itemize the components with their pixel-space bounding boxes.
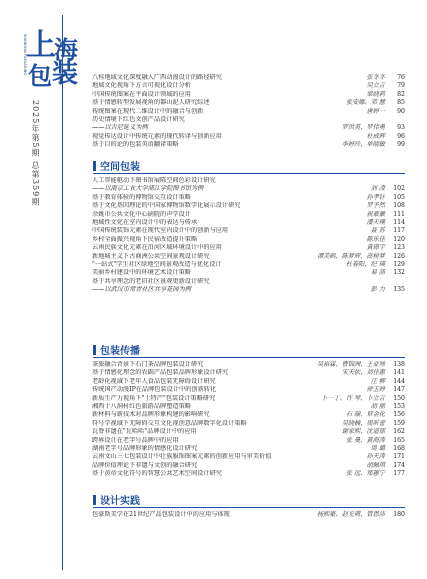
article-authors: 李婷玲、单晴敏 [341, 141, 385, 149]
page-number: 144 [393, 377, 405, 385]
article-list [92, 511, 405, 519]
article-title: 地域性文化在室内设计中的表达与传承 [92, 218, 198, 226]
page-number: 132 [393, 269, 405, 277]
article-title: "一站式"学生社区绿地空间景观改造与优化设计 [92, 260, 222, 268]
page-number: 111 [393, 210, 405, 218]
toc-entry[interactable] [92, 269, 405, 277]
article-list [92, 177, 405, 294]
article-title: ——以吉尼延义为例 [92, 124, 148, 132]
divider-line [62, 15, 63, 570]
page-number: 174 [393, 461, 405, 469]
toc-entry[interactable] [92, 420, 405, 428]
article-title: 余姚市公共文化中心剧院的声学设计 [92, 210, 191, 218]
toc-entry[interactable] [92, 133, 405, 141]
toc-entry[interactable] [92, 211, 405, 219]
logo-char-bao: 包 [28, 62, 52, 90]
toc-entry[interactable] [92, 141, 405, 149]
article-authors: 易 浦 [370, 269, 385, 277]
page-number: 108 [393, 202, 405, 210]
page-number: 96 [397, 132, 405, 140]
article-title: 基于目的论的包装英语翻译策略 [92, 141, 179, 149]
article-title: 新材料与新技术对品牌形象构建的影响研究 [92, 411, 210, 419]
article-title: 包豪斯美学在21世纪产品包装设计中的应用与体现 [92, 511, 230, 518]
article-authors: 胡佩琪 [366, 461, 385, 469]
article-title: ——以武汉市常青社区共享花园为例 [92, 286, 191, 294]
article-title: 地域文化视角下方言可视化设计分析 [92, 82, 191, 90]
article-authors: 唐婷一 [366, 107, 385, 115]
logo-char-shang: 上 [26, 28, 56, 63]
article-title: 湖南老字号品牌形象的情感化设计研究 [92, 444, 198, 452]
page-number: 177 [393, 470, 405, 478]
article-title: 茶旅融合背景下石门茶品牌包装设计研究 [92, 361, 204, 368]
article-title: 基于黄帝文化符号的智慧公共艺术空间设计研究 [92, 470, 222, 478]
logo-english: SHANGHAI PACKAGING [23, 34, 27, 76]
article-authors: 吴裕霖、曹锦洲、王亚帅 [316, 361, 385, 368]
article-title: 云南文山三七包装设计中壮族服饰图案元素的创新应用与审美价值 [92, 453, 272, 461]
article-title: 跨界设计在老字号品牌中的应用 [92, 436, 179, 444]
toc-entry[interactable] [92, 286, 405, 294]
toc-entry[interactable] [92, 194, 405, 202]
article-authors: 祝豪徽 [366, 210, 385, 218]
article-authors: 石 瑞、覃金化 [345, 411, 385, 419]
article-authors: 胡 丽 [370, 402, 385, 410]
page-number: 85 [397, 99, 405, 107]
article-authors: 潘天瑾 [366, 218, 385, 226]
article-title: 基于文化基因理论的中国家博物馆数字化展示设计研究 [92, 202, 241, 210]
toc-entry[interactable] [92, 453, 405, 461]
toc-entry[interactable] [92, 227, 405, 235]
article-title: 人工智能驱动下图书馆展陈空间色彩设计研究 [92, 177, 216, 184]
toc-entry[interactable] [92, 511, 405, 519]
article-title: 乡村全面振兴视角下民宿改造提升策略 [92, 235, 198, 243]
toc-entry[interactable] [92, 470, 405, 478]
toc-entry[interactable] [92, 261, 405, 269]
page-number: 171 [393, 453, 405, 461]
toc-entry[interactable] [92, 253, 405, 261]
toc-entry[interactable] [92, 445, 405, 453]
article-authors: 杨熙豪、赵光萌、管恩沛 [316, 511, 385, 518]
article-authors: 张冬冬 [366, 74, 385, 81]
article-authors: 罗予然 [366, 202, 385, 210]
article-authors: 张 曼、黄海涛 [345, 436, 385, 444]
article-title: 传统图案在现代二维设计中的融合与创新 [92, 107, 204, 115]
article-title: 传统国产动漫IP在品牌包装设计中的创新转化 [92, 386, 217, 394]
article-title: 中国传统图案在平面设计领域的应用 [92, 90, 191, 98]
page-number: 82 [397, 90, 405, 98]
toc-entry[interactable] [92, 378, 405, 386]
article-title: 基于情感化理念的农副产品包装品牌形象设计研究 [92, 369, 229, 377]
page-number: 162 [393, 428, 405, 436]
article-title: 瓦脊非遗在"瓦哈哈"品牌设计中的应用 [92, 428, 197, 436]
section-heading: 空间包装 [93, 158, 140, 173]
magazine-logo [14, 28, 79, 90]
article-title: 符号学视域下无障碍交互文化视创意品牌数字化设计策略 [92, 419, 247, 427]
toc-entry[interactable] [92, 185, 405, 193]
toc-entry[interactable] [92, 82, 405, 90]
page-number: 141 [393, 369, 405, 377]
page-number: 105 [393, 193, 405, 201]
article-title: ——以南京工业大学浦江学院图书馆为例 [92, 185, 204, 193]
article-title: 云南民族文化元素在沿河区域环境设计中的应用 [92, 244, 222, 252]
page-number: 129 [393, 260, 405, 268]
toc-entry[interactable] [92, 386, 405, 394]
article-authors: 陈乐佳 [366, 235, 385, 243]
page-number: 138 [393, 361, 405, 368]
toc-entry[interactable] [92, 244, 405, 252]
toc-entry[interactable] [92, 395, 405, 403]
page-number: 102 [393, 185, 405, 193]
logo-char-zhuang: 装 [52, 59, 79, 89]
page-number: 159 [393, 419, 405, 427]
article-authors: 黄璟宇 [366, 244, 385, 252]
article-authors: 刘 凌 [370, 185, 385, 193]
article-title: 视觉传达设计中传统元素的现代转译与创新应用 [92, 132, 222, 140]
page-number: 168 [393, 444, 405, 452]
article-authors: 聂 苏 [370, 227, 385, 235]
article-authors: 罗洪英、罗伟勇 [341, 124, 385, 132]
article-title: 新地城主义下古商洲公共空间景观设计研究 [92, 252, 210, 260]
toc-entry[interactable] [92, 124, 405, 132]
article-title: 八桂地域文化深度融入广西动漫设计的路径研究 [92, 74, 222, 81]
toc-entry[interactable] [92, 219, 405, 227]
article-authors: 徐玉婷 [366, 386, 385, 394]
article-title: 新质生产力视角下"土特产"包装设计策略研究 [92, 394, 216, 402]
article-title: 湘西十八洞村红色旅游品牌塑造策略 [92, 402, 191, 410]
article-title: 基于情感转型发展视角的器山泥人研究综述 [92, 99, 210, 107]
article-title: 基于教育体验的博物馆交互设计策略 [92, 193, 191, 201]
article-authors: 杜成辉 [366, 132, 385, 140]
toc-entry[interactable] [92, 236, 405, 244]
article-title: 美丽乡村建设中的环境艺术设计策略 [92, 269, 191, 277]
section-heading: 包装传播 [93, 342, 140, 357]
article-title: 历史情境下红色文创产品设计研究 [92, 115, 185, 123]
issue-number: 2025年第5期 总第359期 [31, 100, 40, 207]
page-number: 165 [393, 436, 405, 444]
logo-char-hai: 海 [54, 36, 78, 64]
article-list [92, 361, 405, 478]
article-authors: 张 远、郑蕙宁 [345, 470, 385, 478]
article-authors: 孙孝针 [366, 193, 385, 201]
article-authors: 周 璐 [370, 444, 385, 452]
page-number: 126 [393, 252, 405, 260]
page-number: 120 [393, 235, 405, 243]
toc-entry[interactable] [92, 108, 405, 116]
article-authors: 梁晓莉 [366, 90, 385, 98]
page-number: 99 [397, 141, 405, 149]
article-title: 老龄化视域下老年人食品包装无障碍设计研究 [92, 377, 216, 385]
page-number: 114 [393, 218, 405, 226]
page-number: 117 [393, 227, 405, 235]
section-rule [93, 357, 405, 358]
article-authors: 卜一丁、许 琴、卜立言 [321, 394, 385, 402]
article-authors: 吴立言 [366, 82, 385, 90]
toc-entry[interactable] [92, 91, 405, 99]
page-number: 79 [397, 82, 405, 90]
article-authors: 谢家熙、沈道郁 [341, 428, 385, 436]
article-list [92, 74, 405, 150]
page-number: 153 [393, 402, 405, 410]
article-title: 中国传统装饰元素在现代室内设计中的创新与应用 [92, 227, 229, 235]
toc-entry[interactable] [92, 462, 405, 470]
toc-entry[interactable] [92, 437, 405, 445]
page-number: 93 [397, 124, 405, 132]
article-authors: 宋天依、刘佳惠 [341, 369, 385, 377]
toc-entry[interactable] [92, 202, 405, 210]
toc-entry[interactable] [92, 369, 405, 377]
article-authors: 汪 柳 [370, 377, 385, 385]
article-authors: 吴晓楠、周昕蕾 [341, 419, 385, 427]
page-number: 180 [393, 511, 405, 518]
article-authors: 张安娜、邓 慧 [345, 99, 385, 107]
article-authors: 彭 力 [370, 286, 385, 294]
page-number: 150 [393, 394, 405, 402]
toc-entry[interactable] [92, 99, 405, 107]
toc-entry[interactable] [92, 278, 405, 286]
toc-entry[interactable] [92, 411, 405, 419]
page-number: 135 [393, 286, 405, 294]
article-authors: 杜春阳、纪 瑛 [345, 260, 385, 268]
page-number: 156 [393, 411, 405, 419]
section-rule [93, 173, 405, 174]
toc-entry[interactable] [92, 177, 405, 185]
page-number: 76 [397, 74, 405, 81]
section-heading: 设计实践 [93, 492, 140, 507]
page-number: 123 [393, 244, 405, 252]
page-number: 90 [397, 107, 405, 115]
article-authors: 谭美鹤、陈梦辉、高树梦 [316, 252, 385, 260]
toc-entry[interactable] [92, 74, 405, 82]
page-number: 147 [393, 386, 405, 394]
article-title: 品牌价值理论下非遗与文创的融合研究 [92, 461, 198, 469]
article-authors: 孙天涛 [366, 453, 385, 461]
section-rule [93, 507, 405, 508]
toc-entry[interactable] [92, 428, 405, 436]
article-title: 基于共享理念的老旧社区景观更新设计研究 [92, 277, 210, 285]
